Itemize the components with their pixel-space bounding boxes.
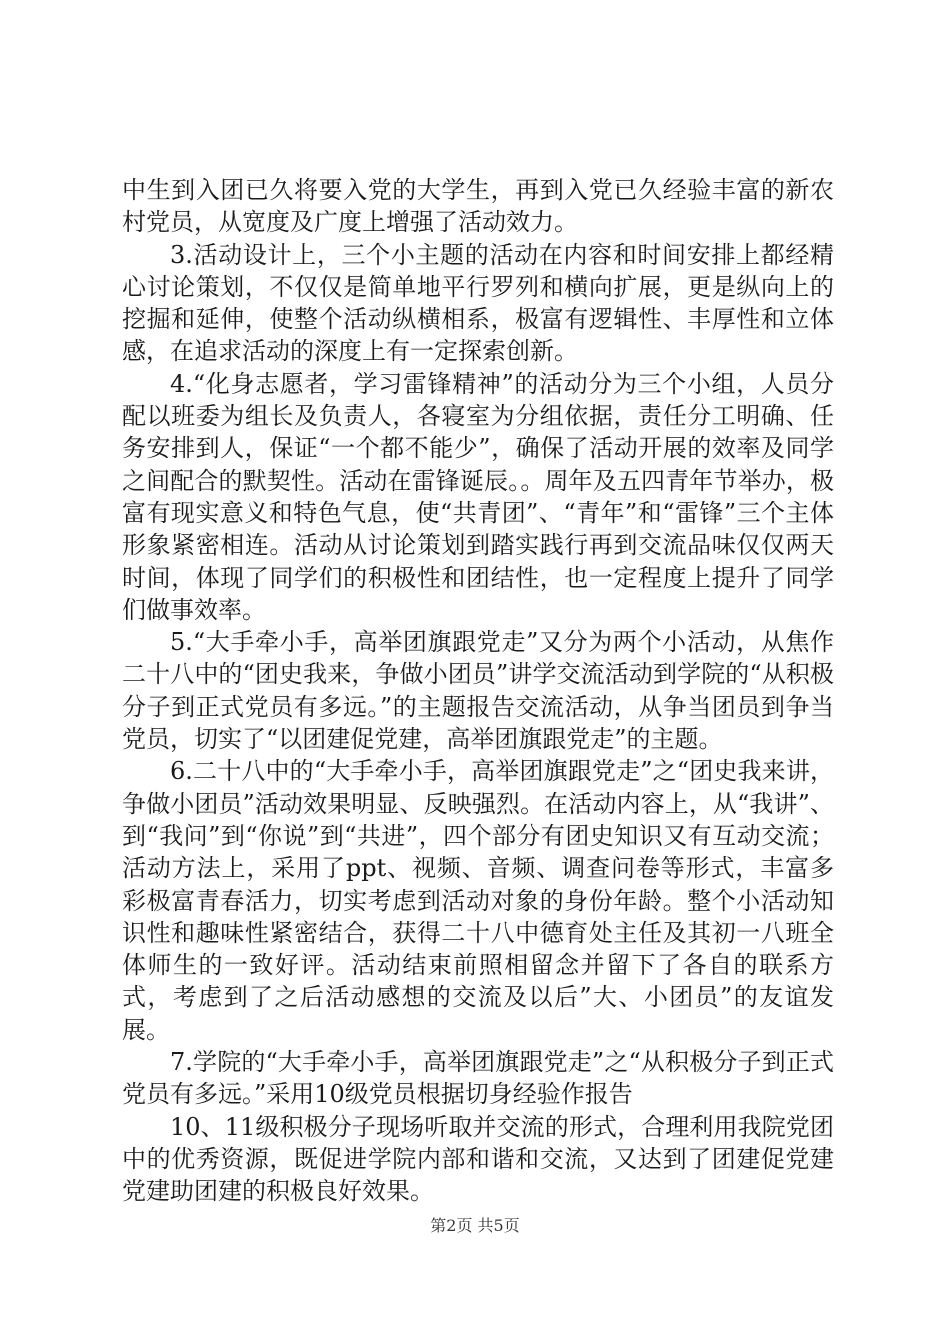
paragraph-item-4: 4.“化身志愿者，学习雷锋精神”的活动分为三个小组，人员分配以班委为组长及负责人，各寝室为分组依据，责任分工明确、任务安排到人，保证“一个都不能少”，确保了活动开展的效率及同学之间配合的默契性。活动在雷锋诞辰。。周年及五四青年节举办，极富有现实意义和特色气息，使“共青团”、“青年”和“雷锋”三个主体形象紧密相连。活动从讨论策划到踏实践行再到交流品味仅仅两天时间，体现了同学们的积极性和团结性，也一定程度上提升了同学们做事效率。 (122, 369, 834, 624)
page-number-footer: 第2页 共5页 (430, 1216, 520, 1235)
paragraph-item-7-continued: 10、11级积极分子现场听取并交流的形式，合理利用我院党团中的优秀资源，既促进学院内部和谐和交流，又达到了团建促党建党建助团建的积极良好效果。 (122, 1112, 834, 1206)
document-body (122, 174, 834, 1208)
paragraph-item-5: 5.“大手牵小手，高举团旗跟党走”又分为两个小活动，从焦作二十八中的“团史我来，争做小团员”讲学交流活动到学院的“从积极分子到正式党员有多远。”的主题报告交流活动，从争当团员到争当党员，切实了“以团建促党建，高举团旗跟党走”的主题。 (122, 628, 834, 754)
paragraph-continuation: 中生到入团已久将要入党的大学生，再到入党已久经验丰富的新农村党员，从宽度及广度上增强了活动效力。 (122, 176, 834, 237)
paragraph-item-3: 3.活动设计上，三个小主题的活动在内容和时间安排上都经精心讨论策划，不仅仅是简单地平行罗列和横向扩展，更是纵向上的挖掘和延伸，使整个活动纵横相系，极富有逻辑性、丰厚性和立体感，在追求活动的深度上有一定探索创新。 (122, 240, 834, 366)
paragraph-item-6: 6.二十八中的“大手牵小手，高举团旗跟党走”之“团史我来讲，争做小团员”活动效果明显、反映强烈。在活动内容上，从“我讲”、到“我问”到“你说”到“共进”，四个部分有团史知识又有互动交流；活动方法上，采用了ppt、视频、音频、调查问卷等形式，丰富多彩极富青春活力，切实考虑到活动对象的身份年龄。整个小活动知识性和趣味性紧密结合，获得二十八中德育处主任及其初一八班全体师生的一致好评。活动结束前照相留念并留下了各自的联系方式，考虑到了之后活动感想的交流及以后”大、小团员”的友谊发展。 (122, 757, 834, 1044)
paragraph-item-7: 7.学院的“大手牵小手，高举团旗跟党走”之“从积极分子到正式党员有多远。”采用10级党员根据切身经验作报告 (122, 1048, 834, 1109)
